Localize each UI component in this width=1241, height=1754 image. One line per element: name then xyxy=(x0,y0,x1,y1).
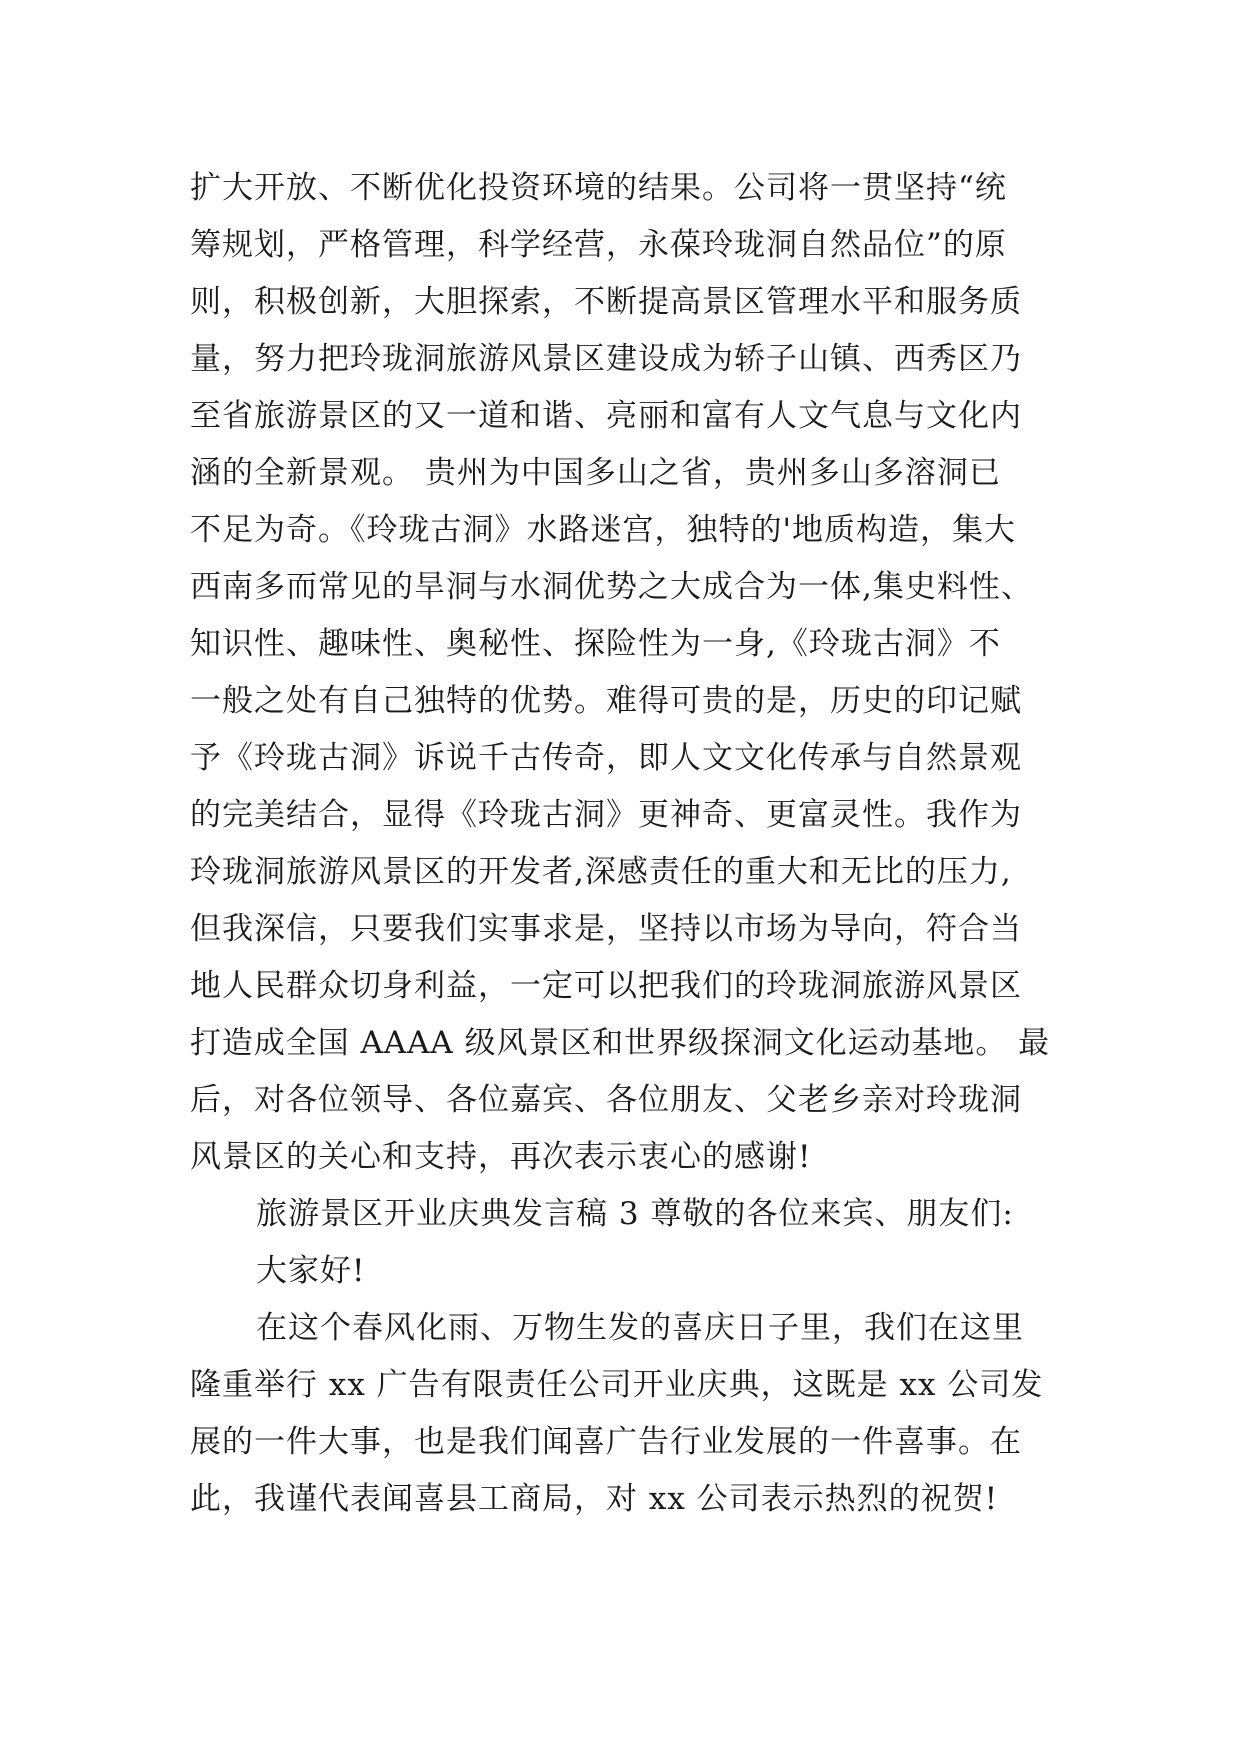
body-text xyxy=(190,160,1050,1528)
text-line: 玲珑洞旅游风景区的开发者,深感责任的重大和无比的压力, xyxy=(190,854,1012,890)
text-line: 此，我谨代表闻喜县工商局，对 xx 公司表示热烈的祝贺! xyxy=(190,1481,999,1517)
text-line: 打造成全国 AAAA 级风景区和世界级探洞文化运动基地。 最 xyxy=(190,1025,1051,1061)
paragraph-first-line: 在这个春风化雨、万物生发的喜庆日子里，我们在这里 xyxy=(256,1310,1024,1346)
text-line: 隆重举行 xx 广告有限责任公司开业庆典，这既是 xx 公司发 xyxy=(190,1367,1044,1403)
text-line: 一般之处有自己独特的优势。难得可贵的是，历史的印记赋 xyxy=(190,683,1022,719)
text-line: 风景区的关心和支持，再次表示衷心的感谢! xyxy=(190,1139,812,1175)
heading-line: 旅游景区开业庆典发言稿 3 尊敬的各位来宾、朋友们: xyxy=(256,1196,1014,1232)
text-line: 筹规划，严格管理，科学经营，永葆玲珑洞自然品位”的原 xyxy=(190,227,1007,263)
text-line: 不足为奇。《玲珑古洞》水路迷宫，独特的'地质构造，集大 xyxy=(190,512,1017,548)
text-line: 西南多而常见的旱洞与水洞优势之大成合为一体,集史料性、 xyxy=(190,569,1033,605)
text-line: 量，努力把玲珑洞旅游风景区建设成为轿子山镇、西秀区乃 xyxy=(190,341,1022,377)
text-line: 则，积极创新，大胆探索，不断提高景区管理水平和服务质 xyxy=(190,284,1022,320)
text-line: 涵的全新景观。 贵州为中国多山之省，贵州多山多溶洞已 xyxy=(190,455,1001,491)
text-line: 的完美结合，显得《玲珑古洞》更神奇、更富灵性。我作为 xyxy=(190,797,1022,833)
text-line: 知识性、趣味性、奥秘性、探险性为一身,《玲珑古洞》不 xyxy=(190,626,1001,662)
text-line: 至省旅游景区的又一道和谐、亮丽和富有人文气息与文化内 xyxy=(190,398,1022,434)
text-line: 后，对各位领导、各位嘉宾、各位朋友、父老乡亲对玲珑洞 xyxy=(190,1082,1022,1118)
text-line: 展的一件大事，也是我们闻喜广告行业发展的一件喜事。在 xyxy=(190,1424,1022,1460)
text-line: 扩大开放、不断优化投资环境的结果。公司将一贯坚持“统 xyxy=(190,170,1007,206)
text-line: 予《玲珑古洞》诉说千古传奇，即人文文化传承与自然景观 xyxy=(190,740,1022,776)
greeting-line: 大家好! xyxy=(256,1253,366,1289)
text-line: 但我深信，只要我们实事求是，坚持以市场为导向，符合当 xyxy=(190,911,1022,947)
text-line: 地人民群众切身利益，一定可以把我们的玲珑洞旅游风景区 xyxy=(190,968,1022,1004)
